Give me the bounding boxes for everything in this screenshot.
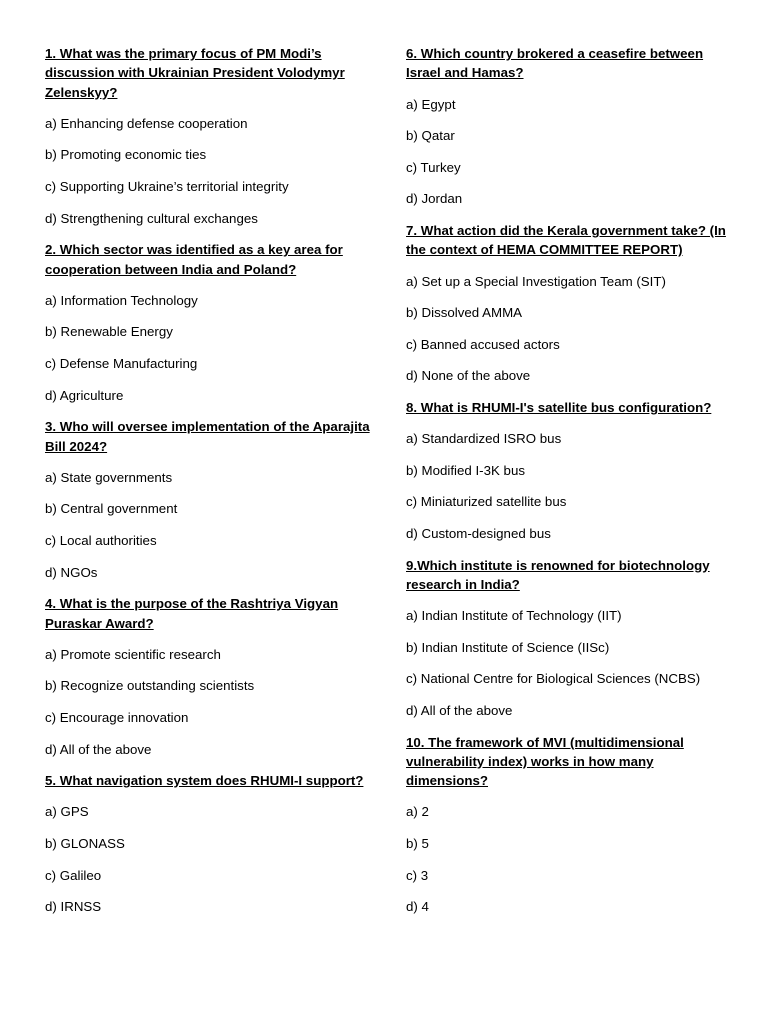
option-c: c) Local authorities: [45, 533, 157, 549]
option-a: a) Indian Institute of Technology (IIT): [406, 608, 622, 624]
option-d: d) Custom-designed bus: [406, 526, 551, 542]
option-c: c) Encourage innovation: [45, 709, 189, 725]
question-10: [406, 733, 736, 917]
option-a: a) Set up a Special Investigation Team (SIT): [406, 273, 666, 289]
option-a: a) Standardized ISRO bus: [406, 431, 562, 447]
option-a: a) State governments: [45, 469, 173, 485]
right-column: [406, 44, 736, 929]
option-b: b) Modified I-3K bus: [406, 462, 525, 478]
option-d: d) All of the above: [45, 741, 152, 757]
option-b: b) Indian Institute of Science (IISc): [406, 639, 610, 655]
option-d: d) All of the above: [406, 702, 513, 718]
option-d: d) Agriculture: [45, 387, 124, 403]
option-c: c) Turkey: [406, 159, 461, 175]
question-title: 6. Which country brokered a ceasefire between Israel and Hamas?: [406, 46, 704, 81]
option-c: c) Defense Manufacturing: [45, 356, 198, 372]
left-column: [45, 44, 375, 929]
question-title: 3. Who will oversee implementation of the Aparajita Bill 2024?: [45, 419, 370, 454]
option-b: b) Central government: [45, 501, 178, 517]
question-3: [45, 417, 375, 582]
option-c: c) National Centre for Biological Sciences (NCBS): [406, 671, 701, 687]
option-b: b) Dissolved AMMA: [406, 305, 523, 321]
question-6: [406, 44, 736, 209]
option-a: a) Enhancing defense cooperation: [45, 115, 248, 131]
question-title: 4. What is the purpose of the Rashtriya Vigyan Puraskar Award?: [45, 596, 339, 631]
option-c: c) Banned accused actors: [406, 336, 560, 352]
question-8: [406, 398, 736, 543]
option-d: d) None of the above: [406, 368, 531, 384]
option-d: d) Jordan: [406, 191, 463, 207]
question-7: [406, 221, 736, 386]
question-title: 7. What action did the Kerala government take? (In the context of HEMA COMMITTEE REPORT): [406, 222, 726, 258]
option-b: b) Promoting economic ties: [45, 147, 207, 163]
question-5: [45, 771, 375, 916]
option-b: b) Recognize outstanding scientists: [45, 678, 255, 694]
option-c: c) Supporting Ukraine’s territorial integrity: [45, 179, 289, 195]
question-title: 5. What navigation system does RHUMI-I support?: [45, 773, 364, 789]
question-title: 8. What is RHUMI-I's satellite bus configuration?: [406, 399, 712, 415]
option-d: d) Strengthening cultural exchanges: [45, 210, 258, 226]
question-9: [406, 556, 736, 721]
option-d: d) 4: [406, 899, 429, 915]
question-4: [45, 594, 375, 759]
option-c: c) Miniaturized satellite bus: [406, 494, 567, 510]
option-a: a) Information Technology: [45, 292, 198, 308]
question-1: [45, 44, 375, 228]
option-b: b) 5: [406, 836, 429, 852]
option-c: c) 3: [406, 867, 429, 883]
option-b: b) Renewable Energy: [45, 324, 173, 340]
question-title: 9.Which institute is renowned for biotechnology research in India?: [406, 557, 710, 592]
option-a: a) Promote scientific research: [45, 646, 221, 662]
question-title: 10. The framework of MVI (multidimensional vulnerability index) works in how many dimensions?: [406, 734, 684, 789]
option-d: d) IRNSS: [45, 899, 102, 915]
option-b: b) GLONASS: [45, 836, 125, 852]
question-2: [45, 240, 375, 405]
option-b: b) Qatar: [406, 128, 455, 144]
option-a: a) Egypt: [406, 96, 456, 112]
option-d: d) NGOs: [45, 564, 98, 580]
option-a: a) GPS: [45, 804, 89, 820]
question-title: 1. What was the primary focus of PM Modi’s discussion with Ukrainian President Volodymyr Zelenskyy?: [45, 46, 345, 100]
option-c: c) Galileo: [45, 867, 102, 883]
question-title: 2. Which sector was identified as a key area for cooperation between India and Poland?: [45, 242, 343, 277]
option-a: a) 2: [406, 804, 429, 820]
